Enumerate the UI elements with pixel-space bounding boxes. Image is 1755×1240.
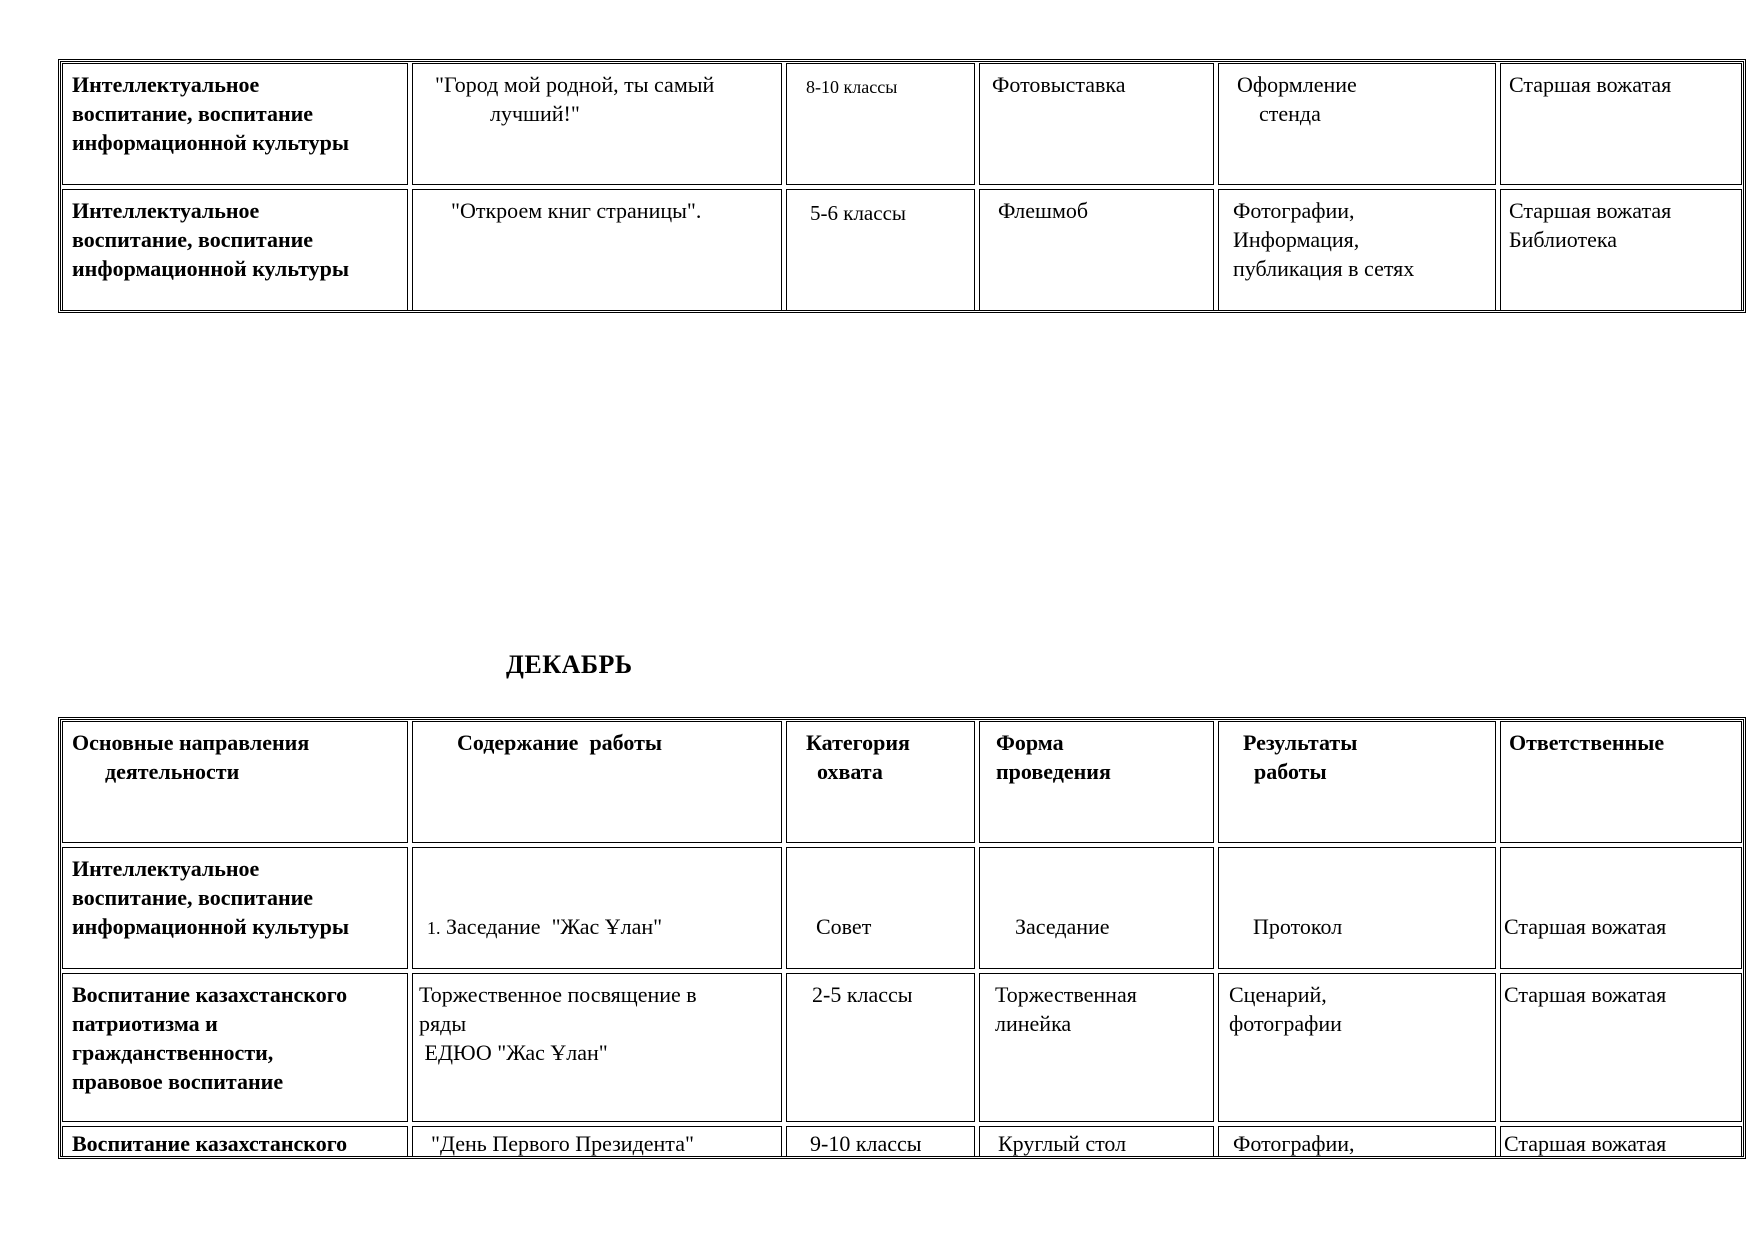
table-cell-direction: Воспитание казахстанского [62,1126,408,1157]
table-cell-content [412,847,782,969]
content-text: Заседание "Жас Ұлан" [446,914,663,939]
table-cell-results: Сценарий, фотографии [1218,973,1496,1122]
table-cell-direction: Воспитание казахстанского патриотизма и гражданственности, правовое воспитание [62,973,408,1122]
table-cell-responsible: Старшая вожатая [1500,973,1742,1122]
header-content: Содержание работы [412,721,782,843]
section-title: ДЕКАБРЬ [506,650,633,679]
table-cell-form: Торжественная линейка [979,973,1214,1122]
form-line-1: Заседание [1015,914,1110,939]
table-cell-category: 2-5 классы [786,973,975,1122]
december-table [58,717,1746,1159]
table-cell-category: 5-6 классы [786,189,975,311]
table-cell-content: "День Первого Президента" [412,1126,782,1157]
header-form: Форма проведения [979,721,1214,843]
table-cell-responsible: Старшая вожатая Библиотека [1500,189,1742,311]
header-results: Результаты работы [1218,721,1496,843]
table-cell-results: Фотографии, Информация, публикация в сетях [1218,189,1496,311]
list-number: 1. [427,918,441,938]
table-cell-category: 9-10 классы [786,1126,975,1157]
table-cell-content: "Откроем книг страницы". [412,189,782,311]
category-line-1: Совет [816,914,872,939]
table-cell-category: 8-10 классы [786,63,975,185]
responsible-line-1: Старшая вожатая [1504,914,1667,939]
table-cell-direction: Интеллектуальное воспитание, воспитание информационной культуры [62,189,408,311]
header-category: Категория охвата [786,721,975,843]
table-cell-responsible [1500,847,1742,969]
table-cell-form: Круглый стол [979,1126,1214,1157]
table-cell-responsible: Старшая вожатая [1500,1126,1742,1157]
table-cell-direction: Интеллектуальное воспитание, воспитание информационной культуры [62,847,408,969]
table-cell-form: Фотовыставка [979,63,1214,185]
content-line-1 [427,912,781,943]
table-cell-results [1218,847,1496,969]
table-cell-results: Фотографии, [1218,1126,1496,1157]
results-line-1: Протокол [1253,914,1343,939]
top-table [58,59,1746,313]
table-cell-form [979,847,1214,969]
header-responsible: Ответственные [1500,721,1742,843]
table-cell-results: Оформление стенда [1218,63,1496,185]
table-cell-form: Флешмоб [979,189,1214,311]
table-cell-responsible: Старшая вожатая [1500,63,1742,185]
table-cell-content: Торжественное посвящение в ряды ЕДЮО "Жас Ұлан" [412,973,782,1122]
table-cell-direction: Интеллектуальное воспитание, воспитание информационной культуры [62,63,408,185]
table-cell-category [786,847,975,969]
header-direction: Основные направления деятельности [62,721,408,843]
table-cell-content: "Город мой родной, ты самый лучший!" [412,63,782,185]
